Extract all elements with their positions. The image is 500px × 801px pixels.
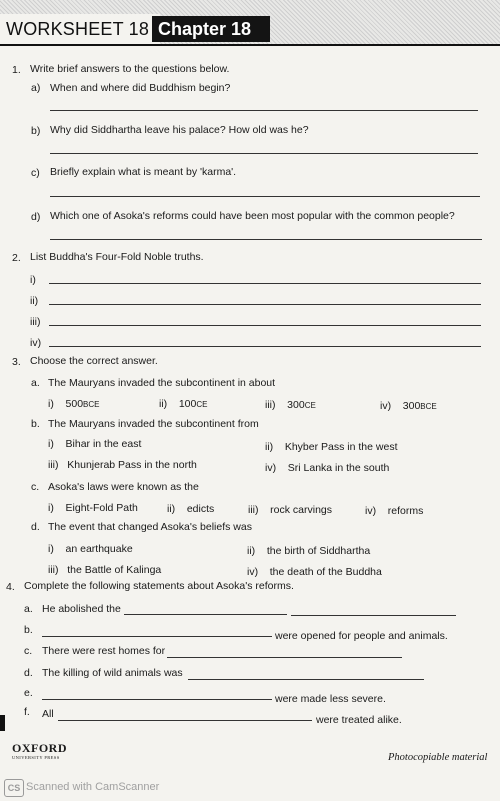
- q3d-opt-i[interactable]: [48, 543, 133, 555]
- option-text: an earthquake: [65, 543, 133, 555]
- q4c-letter: c.: [24, 645, 33, 657]
- q3-number: 3.: [12, 356, 21, 368]
- q1b-letter: b): [31, 125, 41, 137]
- option-value: 100: [178, 398, 197, 410]
- q4f-letter: f.: [24, 706, 30, 718]
- q3a-opt-iii[interactable]: [265, 399, 316, 411]
- q3c-letter: c.: [31, 481, 40, 493]
- scanner-watermark: Scanned with CamScanner: [26, 781, 160, 793]
- q4-prompt: Complete the following statements about Asoka's reforms.: [24, 580, 294, 592]
- photocopiable-note: Photocopiable material: [388, 752, 488, 763]
- q4f-pre: All: [42, 708, 54, 720]
- option-text: rock carvings: [270, 504, 333, 516]
- option-number: iii): [48, 459, 59, 471]
- option-unit: CE: [304, 401, 316, 410]
- q1a-letter: a): [31, 82, 41, 94]
- q4e-blank[interactable]: [42, 699, 272, 700]
- q1b-answer-line[interactable]: [50, 153, 478, 154]
- q3b-opt-ii[interactable]: [265, 441, 397, 453]
- q3a-letter: a.: [31, 377, 40, 389]
- option-text: reforms: [387, 505, 424, 517]
- q3c-stem: Asoka's laws were known as the: [48, 481, 199, 493]
- q2-line-ii[interactable]: [49, 304, 481, 305]
- publisher-sub: UNIVERSITY PRESS: [12, 755, 60, 760]
- q1-number: 1.: [12, 64, 21, 76]
- q4b-blank[interactable]: [42, 636, 272, 637]
- option-value: 300: [402, 400, 421, 412]
- q4d-blank[interactable]: [188, 679, 424, 680]
- q3d-opt-iv[interactable]: [247, 566, 382, 578]
- q3a-opt-ii[interactable]: [159, 398, 208, 410]
- q1b-text: Why did Siddhartha leave his palace? How old was he?: [50, 124, 309, 136]
- option-number: iv): [265, 462, 277, 474]
- q1-prompt: Write brief answers to the questions below.: [30, 63, 230, 75]
- q3d-opt-ii[interactable]: [247, 545, 370, 557]
- option-value: 500: [65, 398, 84, 410]
- option-text: Khunjerab Pass in the north: [67, 459, 197, 471]
- q4d-pre: The killing of wild animals was: [42, 667, 183, 679]
- q3b-letter: b.: [31, 418, 40, 430]
- option-text: Eight-Fold Path: [65, 502, 138, 514]
- q3c-opt-i[interactable]: [48, 502, 138, 514]
- q3a-stem: The Mauryans invaded the subcontinent in about: [48, 377, 276, 389]
- option-unit: BCE: [83, 400, 100, 409]
- option-text: the Battle of Kalinga: [67, 564, 162, 576]
- page-edge-mark: [0, 715, 5, 731]
- option-text: Khyber Pass in the west: [284, 441, 398, 453]
- option-number: iii): [265, 399, 276, 411]
- option-number: iv): [365, 505, 377, 517]
- q4d-letter: d.: [24, 667, 33, 679]
- option-text: Bihar in the east: [65, 438, 142, 450]
- q4c-pre: There were rest homes for: [42, 645, 166, 657]
- option-number: i): [48, 543, 54, 555]
- q4b-letter: b.: [24, 624, 33, 636]
- q2-number: 2.: [12, 252, 21, 264]
- q3d-stem: The event that changed Asoka's beliefs was: [48, 521, 252, 533]
- q3c-opt-ii[interactable]: [167, 503, 214, 515]
- q2-line-i[interactable]: [49, 283, 481, 284]
- q3c-opt-iv[interactable]: [365, 505, 423, 517]
- q3d-letter: d.: [31, 521, 40, 533]
- q3a-opt-iv[interactable]: [380, 400, 437, 412]
- q4-number: 4.: [6, 581, 15, 593]
- option-unit: CE: [196, 400, 208, 409]
- option-number: iv): [380, 400, 392, 412]
- q4e-letter: e.: [24, 687, 33, 699]
- q4b-post: were opened for people and animals.: [275, 630, 448, 642]
- camscanner-icon: CS: [4, 779, 24, 797]
- q1a-text: When and where did Buddhism begin?: [50, 82, 231, 94]
- option-text: the birth of Siddhartha: [266, 545, 371, 557]
- option-unit: BCE: [420, 402, 437, 411]
- chapter-label: Chapter 18: [152, 16, 270, 42]
- q4a-blank-2[interactable]: [291, 615, 456, 616]
- q2-line-iv[interactable]: [49, 346, 481, 347]
- option-value: 300: [287, 399, 305, 411]
- q4f-post: were treated alike.: [316, 714, 402, 726]
- q2-item-iv: iv): [30, 337, 42, 349]
- q3b-opt-iii[interactable]: [48, 459, 197, 471]
- option-number: ii): [247, 545, 256, 557]
- option-text: the death of the Buddha: [269, 566, 382, 578]
- option-number: iii): [48, 564, 59, 576]
- option-text: edicts: [186, 503, 215, 515]
- option-number: ii): [167, 503, 176, 515]
- q4c-blank[interactable]: [167, 657, 402, 658]
- worksheet-title: WORKSHEET 18: [6, 19, 150, 39]
- option-number: i): [48, 502, 54, 514]
- option-number: iv): [247, 566, 259, 578]
- q2-item-i: i): [30, 274, 36, 286]
- q4a-pre: He abolished the: [42, 603, 121, 615]
- q3c-opt-iii[interactable]: [248, 504, 332, 516]
- q2-prompt: List Buddha's Four-Fold Noble truths.: [30, 251, 204, 263]
- q3d-opt-iii[interactable]: [48, 564, 161, 576]
- q1d-letter: d): [31, 211, 41, 223]
- q4e-post: were made less severe.: [275, 693, 386, 705]
- q3b-stem: The Mauryans invaded the subcontinent from: [48, 418, 259, 430]
- q4f-blank[interactable]: [58, 720, 312, 721]
- q4a-blank-1[interactable]: [124, 614, 287, 615]
- option-number: ii): [159, 398, 168, 410]
- q2-item-ii: ii): [30, 295, 39, 307]
- option-number: iii): [248, 504, 259, 516]
- option-text: Sri Lanka in the south: [287, 462, 390, 474]
- option-number: ii): [265, 441, 274, 453]
- q4a-letter: a.: [24, 603, 33, 615]
- q1d-answer-line[interactable]: [50, 239, 482, 240]
- q3a-opt-i[interactable]: [48, 398, 100, 410]
- q2-line-iii[interactable]: [49, 325, 481, 326]
- q2-item-iii: iii): [30, 316, 41, 328]
- header-rule: [0, 44, 500, 46]
- q1a-answer-line[interactable]: [50, 110, 478, 111]
- option-number: i): [48, 438, 54, 450]
- q1d-text: Which one of Asoka's reforms could have been most popular with the common people?: [50, 210, 455, 222]
- q1c-letter: c): [31, 167, 40, 179]
- publisher-logo: OXFORD: [12, 741, 67, 755]
- option-number: i): [48, 398, 54, 410]
- q1c-text: Briefly explain what is meant by 'karma'.: [50, 166, 237, 178]
- q3b-opt-iv[interactable]: [265, 462, 389, 474]
- q1c-answer-line[interactable]: [50, 196, 480, 197]
- q3-prompt: Choose the correct answer.: [30, 355, 158, 367]
- q3b-opt-i[interactable]: [48, 438, 141, 450]
